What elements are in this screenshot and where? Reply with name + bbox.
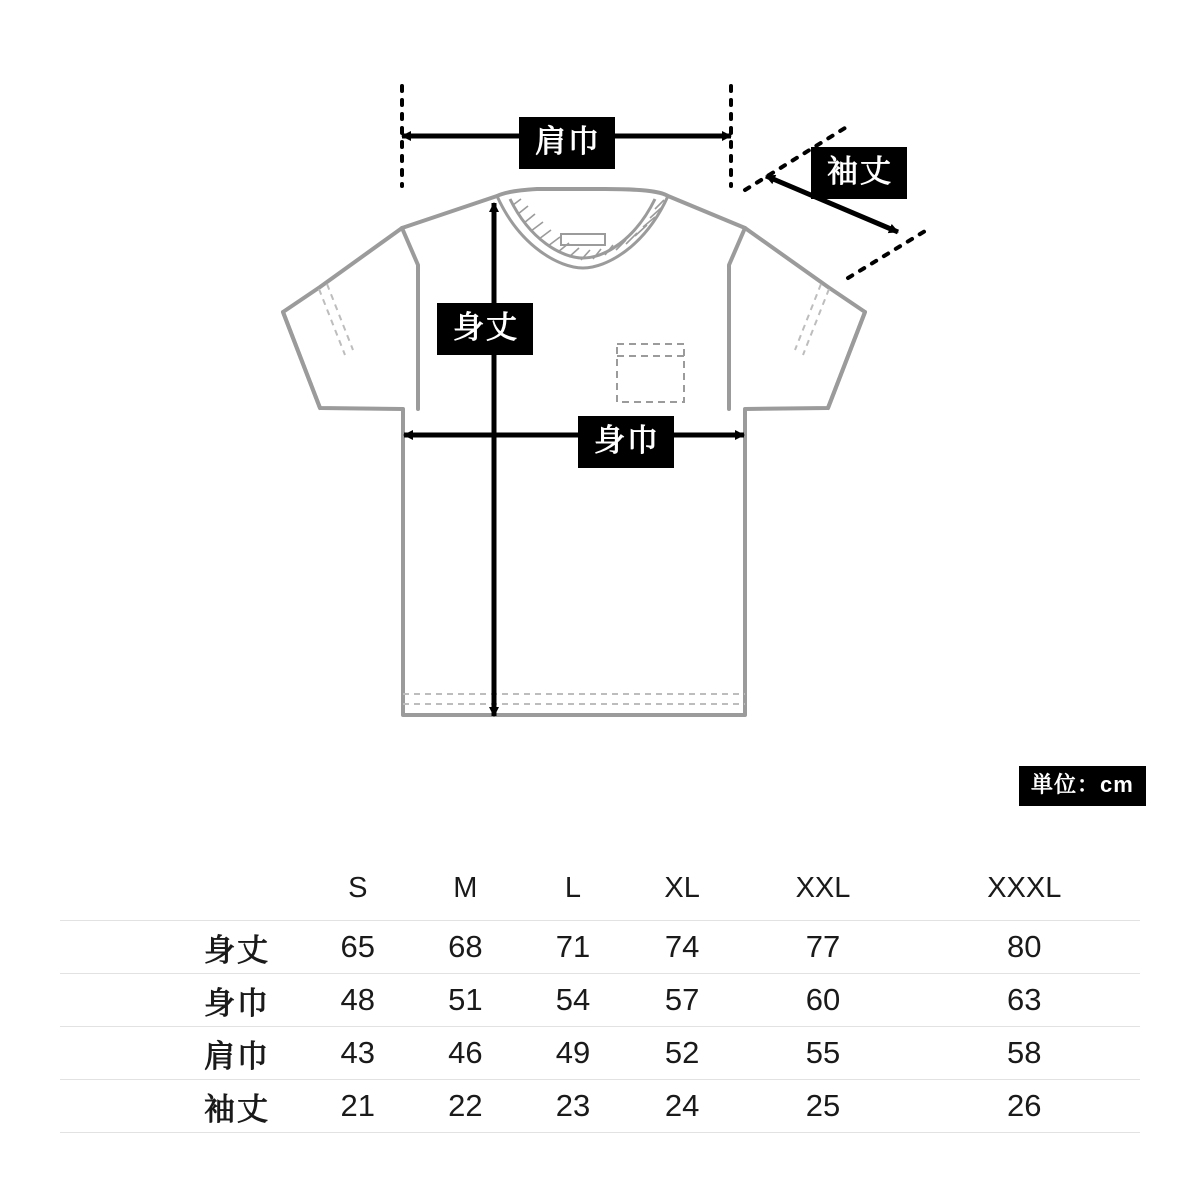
size-table-corner: [60, 862, 304, 921]
cell-body-width-s: 48: [340, 982, 376, 1017]
cell-shoulder-width-xl: 52: [664, 1035, 700, 1070]
row-label-sleeve-length: 袖丈: [204, 1091, 270, 1127]
table-row: [60, 1027, 1140, 1080]
label-body-width: 身巾: [578, 416, 674, 468]
cell-shoulder-width-xxxl: 58: [1007, 1035, 1042, 1070]
size-header-xxl: XXL: [795, 871, 851, 904]
cell-sleeve-length-xxxl: 26: [1007, 1088, 1042, 1123]
size-table-header-row: [60, 862, 1140, 921]
row-label-body-length: 身丈: [204, 932, 270, 968]
table-row: [60, 1080, 1140, 1133]
table-row: [60, 921, 1140, 974]
unit-note: 単位：cm: [1019, 766, 1146, 806]
cell-shoulder-width-s: 43: [340, 1035, 376, 1070]
cell-body-length-xxl: 77: [805, 929, 841, 964]
cell-body-length-s: 65: [340, 929, 376, 964]
cell-body-width-xxxl: 63: [1007, 982, 1042, 1017]
cell-body-length-xxxl: 80: [1007, 929, 1042, 964]
cell-body-width-m: 51: [448, 982, 483, 1017]
cell-body-length-l: 71: [555, 929, 591, 964]
cell-body-length-xl: 74: [664, 929, 700, 964]
stitch-lines: [319, 284, 829, 704]
cell-sleeve-length-s: 21: [340, 1088, 376, 1123]
cell-sleeve-length-xl: 24: [664, 1088, 700, 1123]
cell-shoulder-width-xxl: 55: [805, 1035, 841, 1070]
cell-shoulder-width-m: 46: [448, 1035, 483, 1070]
size-table-body: [60, 921, 1140, 1133]
size-header-m: M: [453, 871, 478, 904]
cell-body-length-m: 68: [448, 929, 483, 964]
label-body-length: 身丈: [437, 303, 533, 355]
cell-body-width-l: 54: [555, 982, 591, 1017]
size-table: [60, 862, 1140, 1133]
collar-ribbing: [497, 196, 668, 268]
chest-pocket: [617, 344, 684, 402]
cell-sleeve-length-xxl: 25: [805, 1088, 841, 1123]
cell-body-width-xl: 57: [664, 982, 700, 1017]
cell-sleeve-length-m: 22: [448, 1088, 483, 1123]
size-table-head: [60, 862, 1140, 921]
size-table-container: [60, 862, 1140, 1133]
size-header-xl: XL: [664, 871, 700, 904]
label-sleeve-length: 袖丈: [811, 147, 907, 199]
label-shoulder-width: 肩巾: [519, 117, 615, 169]
size-header-xxxl: XXXL: [987, 871, 1062, 904]
cell-sleeve-length-l: 23: [555, 1088, 591, 1123]
cell-body-width-xxl: 60: [805, 982, 841, 1017]
row-label-shoulder-width: 肩巾: [204, 1038, 270, 1074]
size-header-l: L: [564, 871, 582, 904]
size-header-s: S: [348, 871, 368, 904]
cell-shoulder-width-l: 49: [555, 1035, 591, 1070]
row-label-body-width: 身巾: [204, 985, 270, 1021]
table-row: [60, 974, 1140, 1027]
